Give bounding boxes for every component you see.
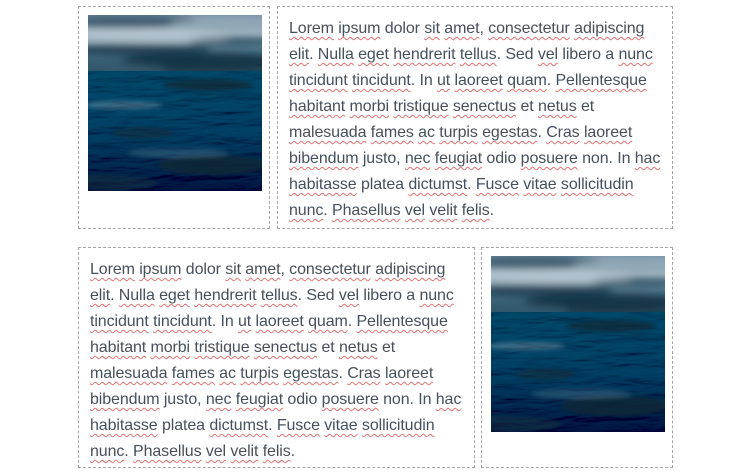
paragraph-line: elit. Nulla eget hendrerit tellus. Sed vel libero a nunc — [289, 46, 653, 63]
misspelled-word: hac — [435, 391, 462, 408]
misspelled-word: posuere — [321, 391, 379, 408]
misspelled-word: Nulla — [317, 46, 354, 63]
misspelled-word: Pellentesque — [356, 313, 448, 330]
misspelled-word: tellus — [260, 287, 298, 304]
misspelled-word: senectus — [253, 339, 318, 356]
misspelled-word: netus — [537, 98, 577, 115]
misspelled-word: vel — [338, 287, 359, 304]
block-grid — [78, 6, 673, 468]
misspelled-word: habitant — [289, 98, 346, 115]
misspelled-word: sollicitudin — [560, 176, 634, 193]
misspelled-word: tincidunt — [289, 72, 348, 89]
misspelled-word: dictumst — [408, 176, 468, 193]
misspelled-word: nunc — [90, 443, 125, 460]
misspelled-word: Pellentesque — [555, 72, 647, 89]
misspelled-word: sollicitudin — [361, 417, 435, 434]
water-photo[interactable] — [491, 256, 665, 432]
paragraph-line: tincidunt tincidunt. In ut laoreet quam. Pellentesque — [90, 313, 448, 330]
misspelled-word: Lorem — [90, 261, 135, 278]
misspelled-word: tristique — [393, 98, 449, 115]
text-cell-bottom[interactable] — [78, 247, 475, 468]
misspelled-word: ac — [219, 365, 236, 382]
paragraph-line: habitant morbi tristique senectus et netus et — [289, 98, 595, 115]
paragraph-line: nunc. Phasellus vel velit felis. — [90, 443, 296, 460]
media-text-block-bottom — [78, 247, 673, 468]
misspelled-word: vitae — [324, 417, 358, 434]
misspelled-word: vitae — [523, 176, 557, 193]
misspelled-word: sit — [424, 20, 440, 37]
misspelled-word: elit — [289, 46, 310, 63]
misspelled-word: felis — [262, 443, 291, 460]
misspelled-word: tristique — [194, 339, 250, 356]
paragraph-line: Lorem ipsum dolor sit amet, consectetur adipiscing — [289, 20, 645, 37]
misspelled-word: ut — [238, 313, 252, 330]
paragraph-line: nunc. Phasellus vel velit felis. — [289, 202, 495, 219]
misspelled-word: morbi — [349, 98, 390, 115]
misspelled-word: Cras — [347, 365, 381, 382]
misspelled-word: vel — [404, 202, 426, 219]
paragraph[interactable] — [289, 16, 661, 224]
image-cell-bottom[interactable] — [481, 247, 673, 468]
misspelled-word: consectetur — [289, 261, 371, 278]
misspelled-word: Fusce — [475, 176, 519, 193]
text-cell-top[interactable] — [277, 6, 673, 229]
misspelled-word: egestas — [482, 124, 538, 141]
misspelled-word: Phasellus — [133, 443, 202, 460]
misspelled-word: feugiat — [235, 391, 284, 408]
water-photo[interactable] — [88, 15, 262, 191]
misspelled-word: nunc — [419, 287, 454, 304]
misspelled-word: egestas — [283, 365, 339, 382]
misspelled-word: amet — [444, 20, 480, 37]
misspelled-word: adipiscing — [375, 261, 446, 278]
misspelled-word: nec — [404, 150, 431, 167]
misspelled-word: habitant — [90, 339, 147, 356]
misspelled-word: vel — [537, 46, 558, 63]
misspelled-word: adipiscing — [574, 20, 645, 37]
misspelled-word: turpis — [240, 365, 279, 382]
misspelled-word: nunc — [289, 202, 324, 219]
paragraph-line: elit. Nulla eget hendrerit tellus. Sed vel libero a nunc — [90, 287, 454, 304]
misspelled-word: laoreet — [255, 313, 304, 330]
misspelled-word: tincidunt — [153, 313, 212, 330]
misspelled-word: Cras — [546, 124, 580, 141]
misspelled-word: malesuada — [289, 124, 367, 141]
misspelled-word: hendrerit — [194, 287, 257, 304]
misspelled-word: Phasellus — [332, 202, 401, 219]
misspelled-word: tincidunt — [352, 72, 411, 89]
misspelled-word: nec — [205, 391, 232, 408]
misspelled-word: morbi — [150, 339, 191, 356]
misspelled-word: eget — [358, 46, 389, 63]
misspelled-word: tellus — [459, 46, 497, 63]
misspelled-word: Nulla — [118, 287, 155, 304]
misspelled-word: ac — [418, 124, 435, 141]
misspelled-word: Fusce — [276, 417, 320, 434]
misspelled-word: habitasse — [90, 417, 158, 434]
media-text-block-top — [78, 6, 673, 229]
misspelled-word: Lorem — [289, 20, 334, 37]
paragraph-line: habitasse platea dictumst. Fusce vitae sollicitudin — [289, 176, 634, 193]
water-photo-graphic — [88, 15, 262, 191]
misspelled-word: fames — [370, 124, 414, 141]
paragraph[interactable] — [90, 257, 463, 465]
misspelled-word: feugiat — [434, 150, 483, 167]
misspelled-word: habitasse — [289, 176, 357, 193]
paragraph-line: Lorem ipsum dolor sit amet, consectetur adipiscing — [90, 261, 446, 278]
misspelled-word: eget — [159, 287, 190, 304]
misspelled-word: velit — [429, 202, 458, 219]
misspelled-word: netus — [338, 339, 378, 356]
misspelled-word: bibendum — [90, 391, 160, 408]
misspelled-word: consectetur — [488, 20, 570, 37]
misspelled-word: turpis — [439, 124, 478, 141]
misspelled-word: fames — [171, 365, 215, 382]
misspelled-word: velit — [230, 443, 259, 460]
misspelled-word: felis — [461, 202, 490, 219]
image-cell-top[interactable] — [78, 6, 270, 229]
paragraph-line: malesuada fames ac turpis egestas. Cras laoreet — [289, 124, 633, 141]
misspelled-word: ut — [437, 72, 451, 89]
misspelled-word: laoreet — [583, 124, 633, 141]
paragraph-line: tincidunt tincidunt. In ut laoreet quam. Pellentesque — [289, 72, 647, 89]
misspelled-word: sit — [225, 261, 241, 278]
misspelled-word: bibendum — [289, 150, 359, 167]
paragraph-line: bibendum justo, nec feugiat odio posuere non. In hac — [90, 391, 462, 408]
misspelled-word: hac — [634, 150, 661, 167]
misspelled-word: laoreet — [454, 72, 503, 89]
misspelled-word: dictumst — [209, 417, 269, 434]
misspelled-word: vel — [205, 443, 227, 460]
misspelled-word: quam — [507, 72, 547, 89]
misspelled-word: tincidunt — [90, 313, 149, 330]
water-photo-graphic — [491, 256, 665, 432]
misspelled-word: laoreet — [384, 365, 434, 382]
misspelled-word: ipsum — [338, 20, 381, 37]
misspelled-word: ipsum — [139, 261, 182, 278]
misspelled-word: malesuada — [90, 365, 168, 382]
paragraph-line: bibendum justo, nec feugiat odio posuere non. In hac — [289, 150, 661, 167]
misspelled-word: elit — [90, 287, 111, 304]
misspelled-word: senectus — [452, 98, 517, 115]
misspelled-word: posuere — [520, 150, 578, 167]
misspelled-word: hendrerit — [393, 46, 456, 63]
misspelled-word: amet — [245, 261, 281, 278]
misspelled-word: quam — [308, 313, 348, 330]
paragraph-line: habitasse platea dictumst. Fusce vitae sollicitudin — [90, 417, 435, 434]
paragraph-line: habitant morbi tristique senectus et netus et — [90, 339, 396, 356]
paragraph-line: malesuada fames ac turpis egestas. Cras laoreet — [90, 365, 434, 382]
misspelled-word: nunc — [618, 46, 653, 63]
